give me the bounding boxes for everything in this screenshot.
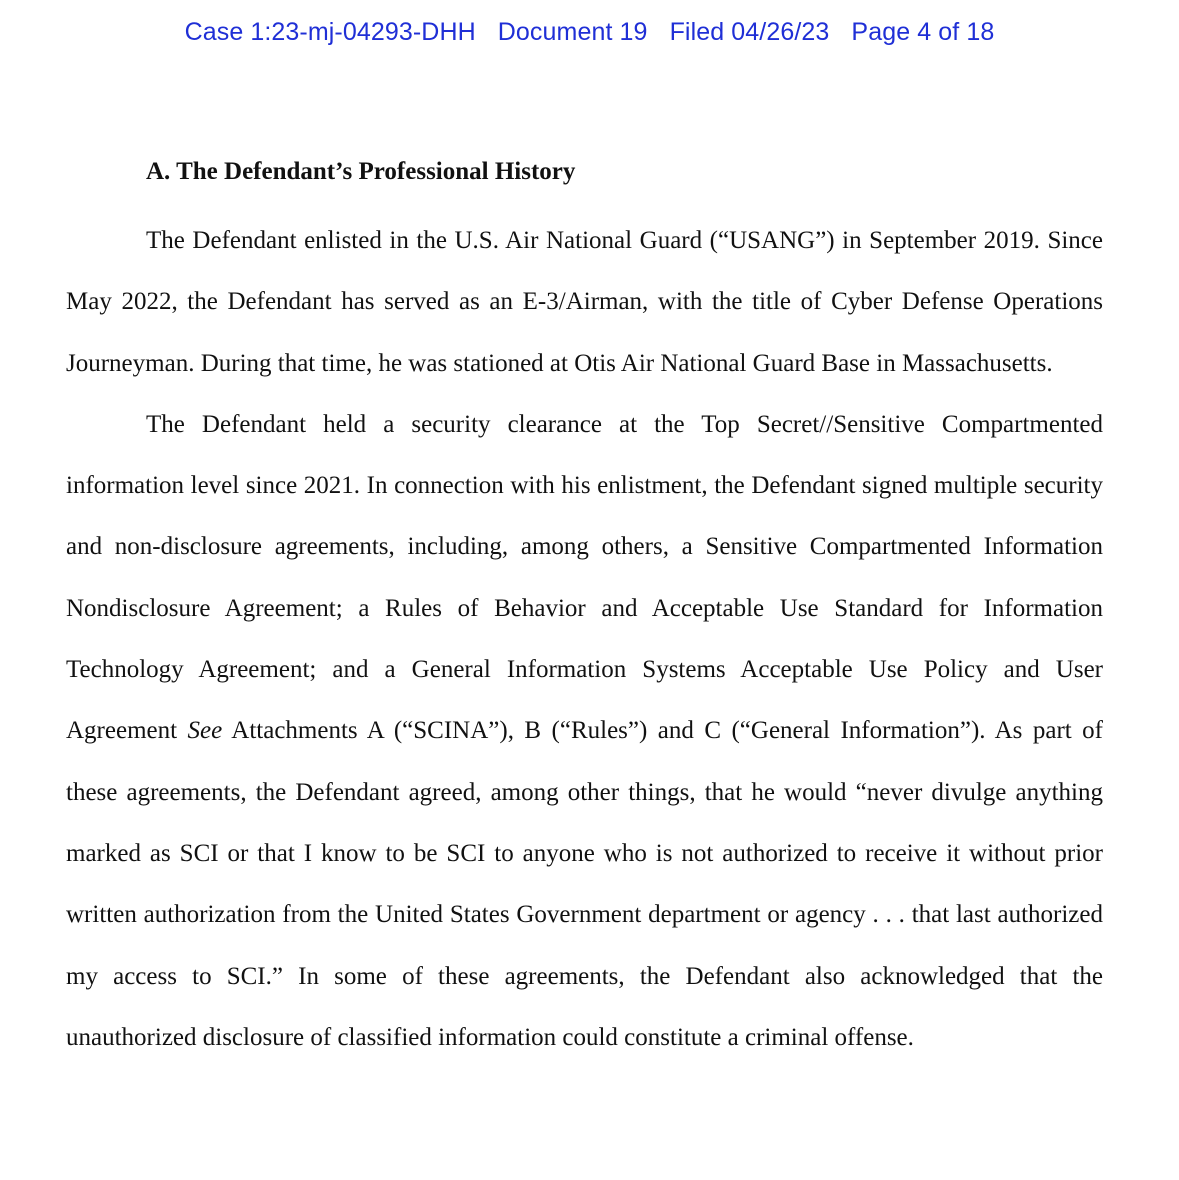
paragraph-text-part: Attachments A (“SCINA”), B (“Rules”) and C (“General Information”). As part of these agreements, the Defendant agreed, among other things, that he would “never divulge anything marked as SCI or that I know to be SCI to anyone who is not authorized to receive it without prior written authorization from the United States Government department or agency . . . that last authorized my access to SCI.” In some of these agreements, the Defendant also acknowledged that the unauthorized disclosure of classified information could constitute a criminal offense. bbox=[66, 717, 1103, 1051]
citation-signal-see: See bbox=[187, 717, 223, 745]
header-filed-date: Filed 04/26/23 bbox=[669, 18, 830, 46]
header-document-number: Document 19 bbox=[497, 18, 648, 46]
header-page-number: Page 4 of 18 bbox=[851, 18, 995, 46]
paragraph-text-part: The Defendant held a security clearance at the Top Secret//Sensitive Compartmented information level since 2021. In connection with his enlistment, the Defendant signed multiple security and non-disclosure agreements, including, among others, a Sensitive Compartmented Information Nondisclosure Agreement; a Rules of Behavior and Acceptable Use Standard for Information Technology Agreement; and a General Information Systems Acceptable Use Policy and User Agreement bbox=[66, 410, 1103, 745]
paragraph-professional-history: The Defendant enlisted in the U.S. Air National Guard (“USANG”) in September 2019. Since May 2022, the Defendant has served as an E-3/Airman, with the title of Cyber Defense Operations Journeyman. During that time, he was stationed at Otis Air National Guard Base in Massachusetts. bbox=[66, 227, 1103, 377]
paragraph-security-clearance bbox=[66, 394, 1103, 1068]
header-case-number: Case 1:23-mj-04293-DHH bbox=[184, 18, 476, 46]
ecf-header bbox=[0, 18, 1179, 47]
document-body bbox=[66, 150, 1103, 1068]
section-heading: A. The Defendant’s Professional History bbox=[146, 158, 576, 185]
